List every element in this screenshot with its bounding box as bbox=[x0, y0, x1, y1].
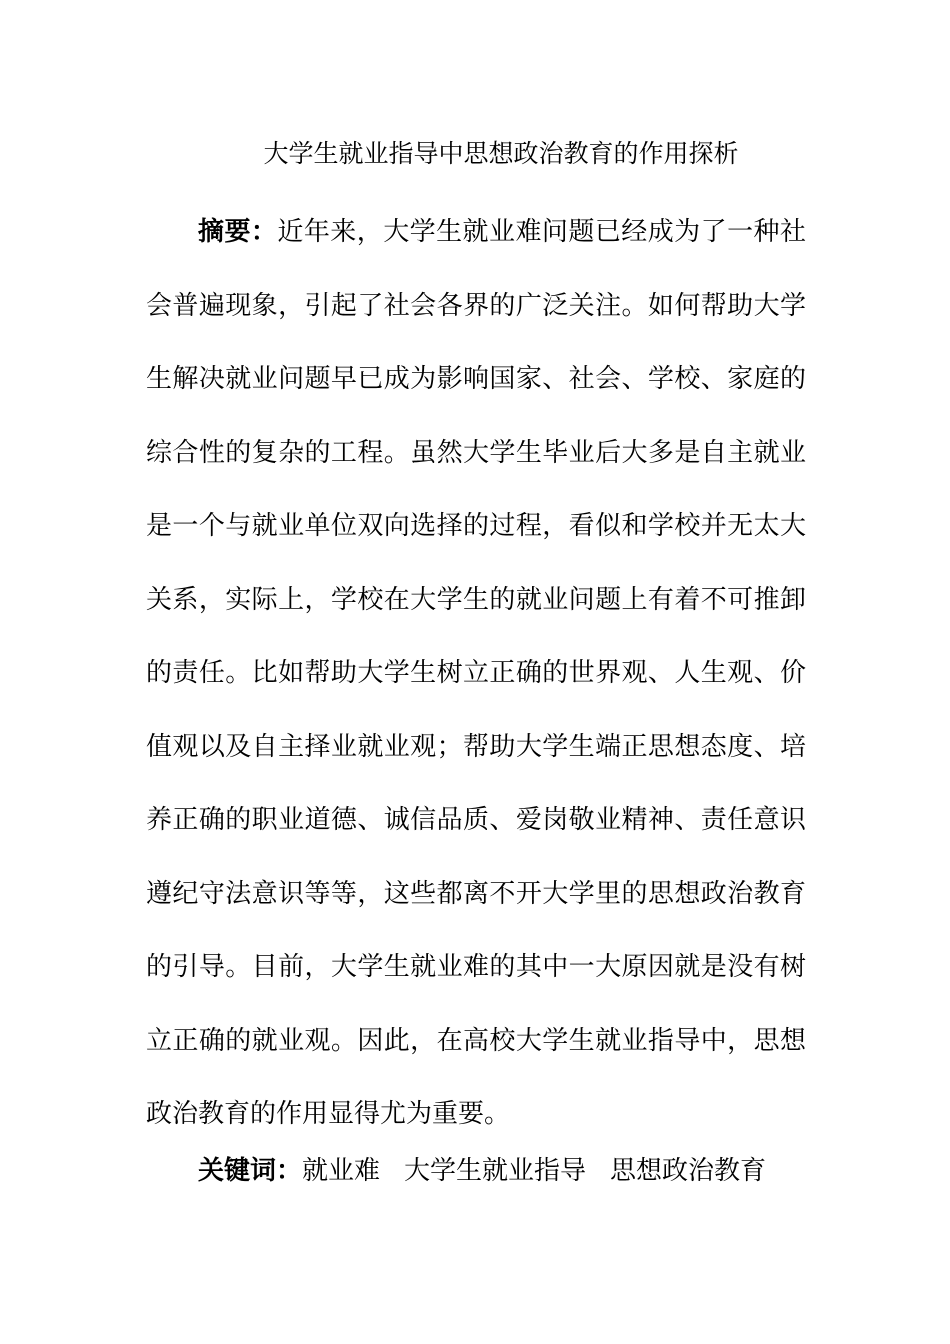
keywords-line bbox=[198, 1153, 790, 1189]
abstract-paragraph bbox=[146, 196, 806, 1152]
keyword-item: 就业难 bbox=[302, 1156, 381, 1186]
keyword-item: 思想政治教育 bbox=[610, 1156, 767, 1186]
keyword-item: 大学生就业指导 bbox=[404, 1156, 587, 1186]
document-title: 大学生就业指导中思想政治教育的作用探析 bbox=[263, 139, 739, 168]
keywords-label: 关键词： bbox=[198, 1156, 303, 1186]
abstract-label: 摘要： bbox=[198, 217, 278, 247]
abstract-text: 近年来，大学生就业难问题已经成为了一种社会普遍现象，引起了社会各界的广泛关注。如何帮助大学生解决就业问题早已成为影响国家、社会、学校、家庭的综合性的复杂的工程。虽然大学生毕业后大多是自主就业是一个与就业单位双向选择的过程，看似和学校并无太大关系，实际上，学校在大学生的就业问题上有着不可推卸的责任。比如帮助大学生树立正确的世界观、人生观、价值观以及自主择业就业观；帮助大学生端正思想态度、培养正确的职业道德、诚信品质、爱岗敬业精神、责任意识遵纪守法意识等等，这些都离不开大学里的思想政治教育的引导。目前，大学生就业难的其中一大原因就是没有树立正确的就业观。因此，在高校大学生就业指导中，思想政治教育的作用显得尤为重要。 bbox=[146, 217, 806, 1129]
